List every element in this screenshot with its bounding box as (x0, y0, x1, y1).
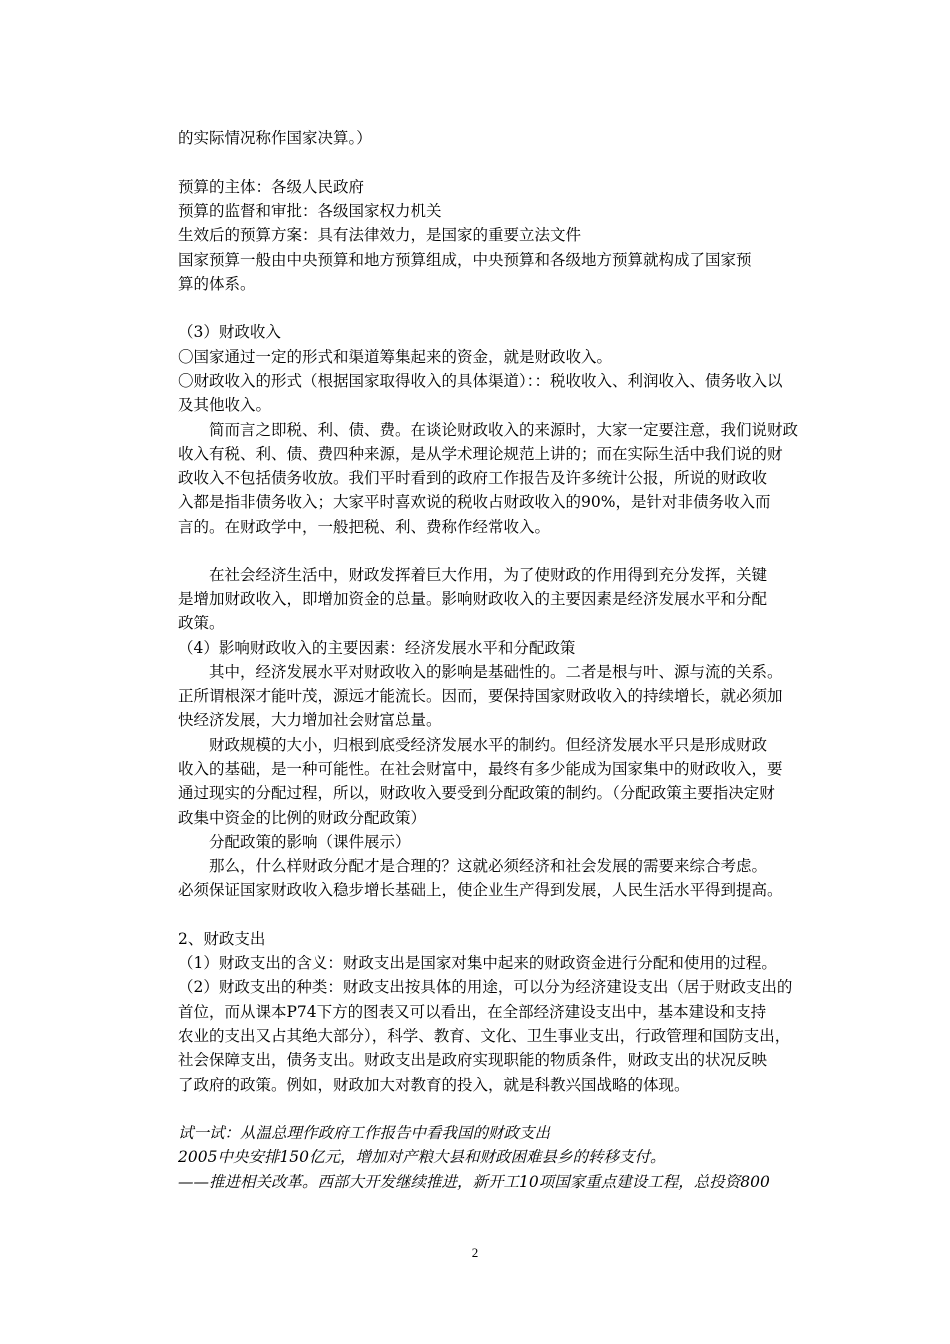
text-line: 简而言之即税、利、债、费。在谈论财政收入的来源时，大家一定要注意，我们说财政 (178, 421, 799, 439)
text-line: 正所谓根深才能叶茂，源远才能流长。因而，要保持国家财政收入的持续增长，就必须加 (178, 687, 783, 705)
text-line: 的实际情况称作国家决算。） (178, 129, 372, 147)
text-line: 收入有税、利、债、费四种来源，是从学术理论规范上讲的；而在实际生活中我们说的财 (178, 445, 783, 463)
page-number: 2 (471, 1245, 479, 1260)
text-line: 国家预算一般由中央预算和地方预算组成，中央预算和各级地方预算就构成了国家预 (178, 251, 752, 269)
text-line: 预算的监督和审批：各级国家权力机关 (178, 202, 442, 220)
text-line: 生效后的预算方案：具有法律效力，是国家的重要立法文件 (178, 226, 582, 244)
italic-line: 2005中央安排150亿元，增加对产粮大县和财政困难县乡的转移支付。 (178, 1148, 666, 1166)
text-line: 政策。 (178, 614, 225, 632)
text-line: 预算的主体：各级人民政府 (178, 178, 365, 196)
text-line: 政集中资金的比例的财政分配政策） (178, 809, 427, 827)
text-line: 分配政策的影响（课件展示） (178, 833, 411, 851)
text-line: 言的。在财政学中，一般把税、利、费称作经常收入。 (178, 518, 551, 536)
section-heading: 2、财政支出 (178, 930, 266, 948)
italic-heading: 试一试：从温总理作政府工作报告中看我国的财政支出 (178, 1124, 551, 1142)
text-line: 通过现实的分配过程，所以，财政收入要受到分配政策的制约。（分配政策主要指决定财 (178, 784, 775, 802)
text-line: 〇财政收入的形式（根据国家取得收入的具体渠道）：：税收收入、利润收入、债务收入以 (178, 372, 783, 390)
text-line: 了政府的政策。例如，财政加大对教育的投入，就是科教兴国战略的体现。 (178, 1076, 690, 1094)
text-line: 快经济发展，大力增加社会财富总量。 (178, 711, 442, 729)
italic-line: ——推进相关改革。西部大开发继续推进，新开工10项国家重点建设工程，总投资800 (178, 1173, 770, 1191)
text-line: 〇国家通过一定的形式和渠道筹集起来的资金，就是财政收入。 (178, 348, 613, 366)
text-line: 农业的支出又占其绝大部分），科学、教育、文化、卫生事业支出，行政管理和国防支出， (178, 1027, 791, 1045)
section-heading: （4）影响财政收入的主要因素：经济发展水平和分配政策 (178, 639, 576, 657)
text-line: 那么，什么样财政分配才是合理的？这就必须经济和社会发展的需要来综合考虑。 (178, 857, 768, 875)
text-line: 首位，而从课本P74下方的图表又可以看出，在全部经济建设支出中，基本建设和支持 (178, 1003, 767, 1021)
text-line: 必须保证国家财政收入稳步增长基础上，使企业生产得到发展，人民生活水平得到提高。 (178, 881, 783, 899)
text-line: 及其他收入。 (178, 396, 272, 414)
section-heading: （3）财政收入 (178, 323, 281, 341)
text-line: 收入的基础，是一种可能性。在社会财富中，最终有多少能成为国家集中的财政收入，要 (178, 760, 783, 778)
text-line: （1）财政支出的含义：财政支出是国家对集中起来的财政资金进行分配和使用的过程。 (178, 954, 777, 972)
text-line: 算的体系。 (178, 275, 256, 293)
text-line: 是增加财政收入，即增加资金的总量。影响财政收入的主要因素是经济发展水平和分配 (178, 590, 768, 608)
text-line: 财政规模的大小，归根到底受经济发展水平的制约。但经济发展水平只是形成财政 (178, 736, 768, 754)
text-line: 其中，经济发展水平对财政收入的影响是基础性的。二者是根与叶、源与流的关系。 (178, 663, 783, 681)
text-line: （2）财政支出的种类：财政支出按具体的用途，可以分为经济建设支出（居于财政支出的 (178, 978, 793, 996)
text-line: 社会保障支出，债务支出。财政支出是政府实现职能的物质条件，财政支出的状况反映 (178, 1051, 768, 1069)
text-line: 政收入不包括债务收放。我们平时看到的政府工作报告及许多统计公报，所说的财政收 (178, 469, 768, 487)
text-line: 在社会经济生活中，财政发挥着巨大作用，为了使财政的作用得到充分发挥，关键 (178, 566, 768, 584)
text-line: 入都是指非债务收入；大家平时喜欢说的税收占财政收入的90%，是针对非债务收入而 (178, 493, 771, 511)
